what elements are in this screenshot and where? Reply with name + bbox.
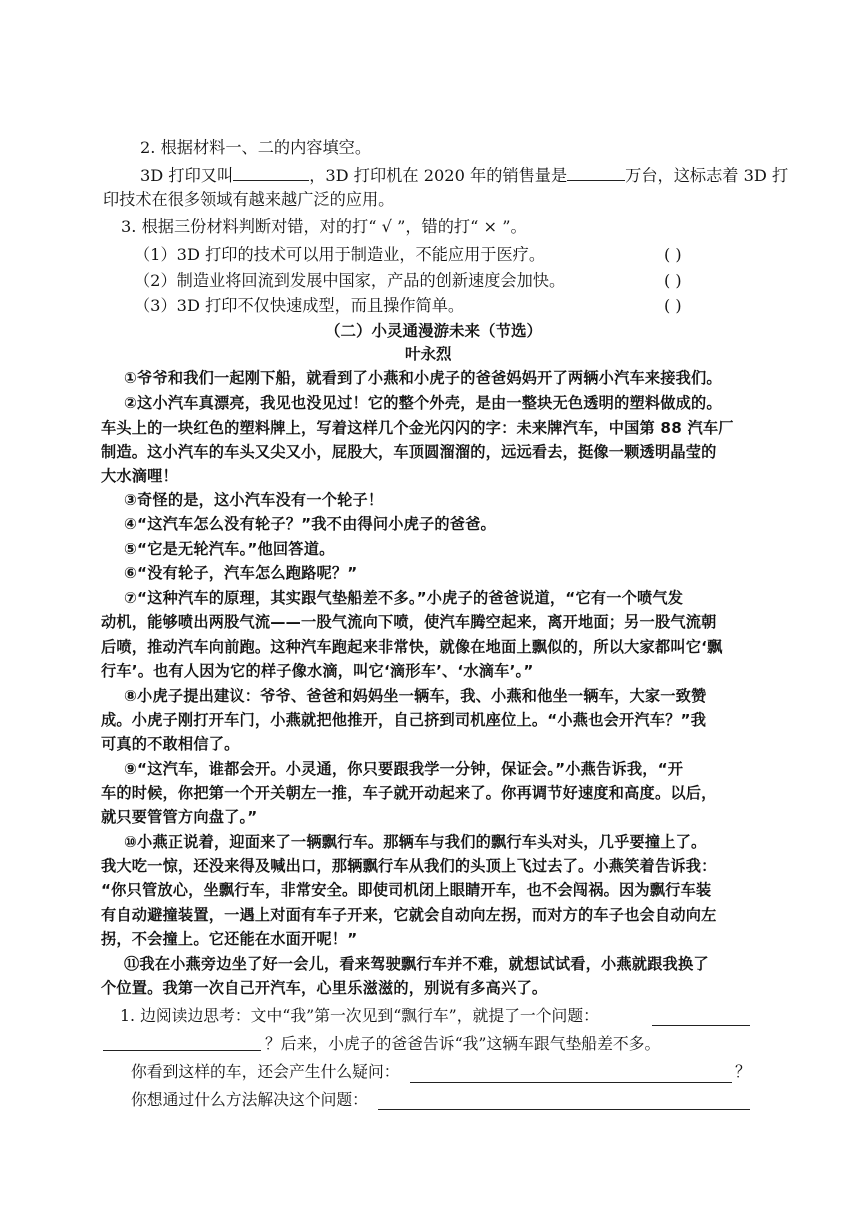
answer-blank-sales[interactable] (567, 164, 625, 181)
story-line: 我大吃一惊，还没来得及喊出口，那辆飘行车从我们的头顶上飞过去了。小燕笑着告诉我： (101, 857, 717, 875)
answer-blank-3d-alias[interactable] (233, 164, 309, 181)
question-mark: ？ (735, 1062, 751, 1081)
story-line: 车头上的一块红色的塑料牌上，写着这样几个金光闪闪的字：未来牌汽车，中国第 88 汽车厂 (101, 419, 734, 437)
answer-blank-solve-method[interactable] (378, 1093, 750, 1110)
story-line: 制造。这小汽车的车头又尖又小，屁股大，车顶圆溜溜的，远远看去，挺像一颗透明晶莹的 (101, 443, 717, 461)
story-line: ④“这汽车怎么没有轮子？”我不由得问小虎子的爸爸。 (124, 515, 496, 533)
question-2-text-c: 万台，这标志着 3D 打 (625, 166, 789, 185)
answer-blank-new-question[interactable] (410, 1066, 732, 1083)
question-1-line-1 (120, 1005, 599, 1027)
judgement-item-1: （1）3D 打印的技术可以用于制造业，不能应用于医疗。 (134, 245, 546, 264)
story-line: ①爷爷和我们一起刚下船，就看到了小燕和小虎子的爸爸妈妈开了两辆小汽车来接我们。 (124, 369, 722, 387)
story-line: ⑩小燕正说着，迎面来了一辆飘行车。那辆车与我们的飘行车头对头，几乎要撞上了。 (124, 833, 707, 851)
answer-paren-2[interactable]: ( ) (664, 271, 682, 290)
story-line: 车的时候，你把第一个开关朝左一推，车子就开动起来了。你再调节好速度和高度。以后， (101, 784, 717, 802)
story-line: 可真的不敢相信了。 (101, 735, 240, 753)
question-2-line-1 (140, 164, 788, 187)
story-line: 大水滴哩！ (101, 467, 178, 485)
answer-blank-first-question-a[interactable] (652, 1009, 750, 1026)
story-line: 行车’。也有人因为它的样子像水滴，叫它‘滴形车’、‘水滴车’。” (101, 662, 534, 680)
story-line: ⑥“没有轮子，汽车怎么跑路呢？” (124, 564, 358, 582)
question-1-text-a: 1. 边阅读边思考：文中“我”第一次见到“飘行车”，就提了一个问题： (120, 1006, 599, 1025)
question-2-title: 2. 根据材料一、二的内容填空。 (140, 138, 372, 157)
story-line: 拐，不会撞上。它还能在水面开呢！” (101, 930, 358, 948)
story-line: ⑦“这种汽车的原理，其实跟气垫船差不多。”小虎子的爸爸说道，“它有一个喷气发 (124, 589, 684, 607)
answer-blank-first-question-b[interactable] (103, 1034, 261, 1051)
judgement-item-2: （2）制造业将回流到发展中国家，产品的创新速度会加快。 (134, 271, 566, 290)
story-line: ⑧小虎子提出建议：爷爷、爸爸和妈妈坐一辆车，我、小燕和他坐一辆车，大家一致赞 (124, 687, 707, 705)
story-author: 叶永烈 (405, 345, 452, 363)
story-line: ②这小汽车真漂亮，我见也没见过！它的整个外壳，是由一整块无色透明的塑料做成的。 (124, 394, 722, 412)
story-line: “你只管放心，坐飘行车，非常安全。即使司机闭上眼睛开车，也不会闯祸。因为飘行车装 (101, 881, 712, 899)
question-3-title: 3. 根据三份材料判断对错，对的打“ √ ”，错的打“ × ”。 (121, 217, 527, 236)
question-2-line-2: 印技术在很多领域有越来越广泛的应用。 (103, 190, 395, 209)
story-title: （二）小灵通漫游未来（节选） (325, 322, 543, 340)
answer-paren-3[interactable]: ( ) (664, 296, 682, 315)
story-line: ③奇怪的是，这小汽车没有一个轮子！ (124, 491, 384, 509)
question-1-line-3 (131, 1061, 400, 1083)
story-line: 动机，能够喷出两股气流——一股气流向下喷，使汽车腾空起来，离开地面；另一股气流朝 (101, 613, 717, 631)
question-1-line-2: ？后来，小虎子的爸爸告诉“我”这辆车跟气垫船差不多。 (265, 1034, 661, 1053)
judgement-item-3: （3）3D 打印不仅快速成型，而且操作简单。 (134, 296, 465, 315)
question-1-line-4 (131, 1089, 368, 1111)
story-line: 个位置。我第一次自己开汽车，心里乐滋滋的，别说有多高兴了。 (101, 979, 548, 997)
story-line: 成。小虎子刚打开车门，小燕就把他推开，自己挤到司机座位上。“小燕也会开汽车？”我 (101, 711, 707, 729)
story-line: ⑤“它是无轮汽车。”他回答道。 (124, 540, 335, 558)
question-2-text-a: 3D 打印又叫 (140, 166, 234, 185)
question-1-text-c: 你看到这样的车，还会产生什么疑问： (131, 1062, 400, 1081)
story-line: 有自动避撞装置，一遇上对面有车子开来，它就会自动向左拐，而对方的车子也会自动向左 (101, 906, 717, 924)
story-line: ⑪我在小燕旁边坐了好一会儿，看来驾驶飘行车并不难，就想试试看，小燕就跟我换了 (124, 955, 709, 973)
story-line: 就只要管管方向盘了。” (101, 808, 258, 826)
story-line: ⑨“这汽车，谁都会开。小灵通，你只要跟我学一分钟，保证会。”小燕告诉我，“开 (124, 760, 684, 778)
answer-paren-1[interactable]: ( ) (664, 245, 682, 264)
story-line: 后喷，推动汽车向前跑。这种汽车跑起来非常快，就像在地面上飘似的，所以大家都叫它‘飘 (101, 638, 723, 656)
question-2-text-b: ，3D 打印机在 2020 年的销售量是 (309, 166, 568, 185)
question-1-text-d: 你想通过什么方法解决这个问题： (131, 1090, 368, 1109)
